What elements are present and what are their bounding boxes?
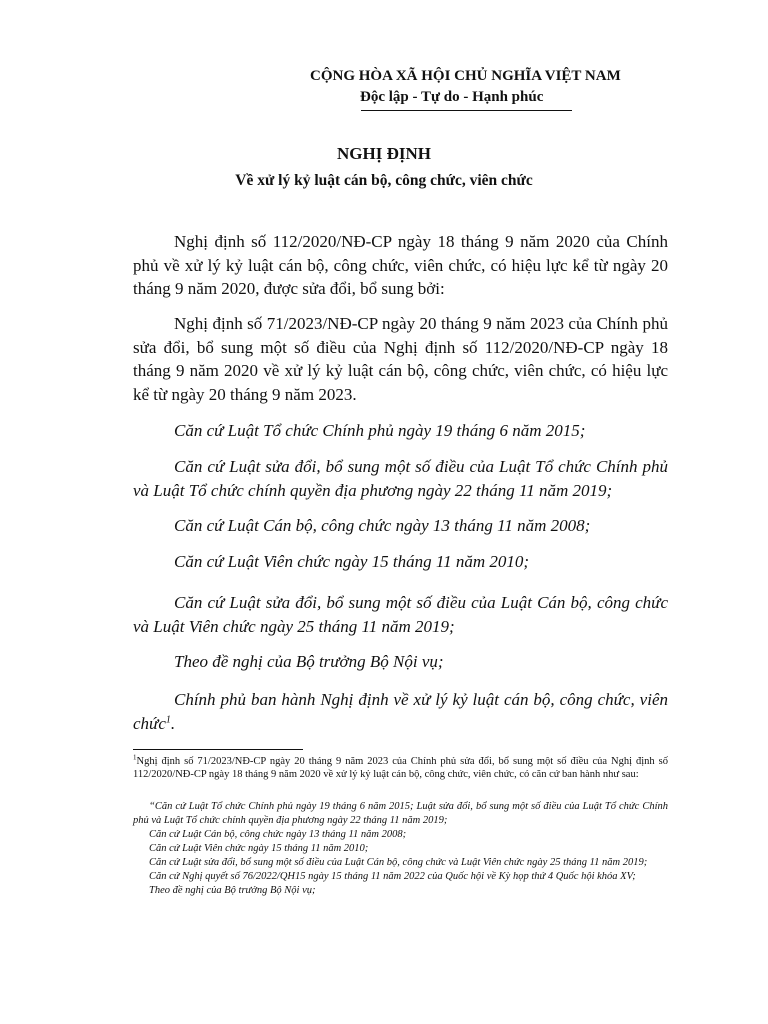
intro-paragraph: Nghị định số 112/2020/NĐ-CP ngày 18 tháng 9 năm 2020 của Chính phủ về xử lý kỷ luật cán bộ, công chức, viên chức, có hiệu lực kể từ ngày 20 tháng 9 năm 2020, được sửa đổi, bổ sung bởi: <box>133 232 668 298</box>
footnote-number: 1 <box>133 753 137 762</box>
footnote-basis-item: Căn cứ Luật sửa đổi, bổ sung một số điều của Luật Cán bộ, công chức và Luật Viên chức ngày 25 tháng 11 năm 2019; <box>149 857 648 868</box>
footnote-basis-item: Theo đề nghị của Bộ trưởng Bộ Nội vụ; <box>149 885 316 896</box>
footnote-basis-item: Căn cứ Luật Cán bộ, công chức ngày 13 tháng 11 năm 2008; <box>149 829 407 840</box>
footnote-body: Nghị định số 71/2023/NĐ-CP ngày 20 tháng 9 năm 2023 của Chính phủ sửa đổi, bổ sung một số điều của Nghị định số 112/2020/NĐ-CP ngày 18 tháng 9 năm 2020 về xử lý kỷ luật cán bộ, công chức, viên chức, có căn cứ ban hành như sau: <box>133 756 668 780</box>
legal-basis-item: Căn cứ Luật sửa đổi, bổ sung một số điều của Luật Tổ chức Chính phủ và Luật Tổ chức chính quyền địa phương ngày 22 tháng 11 năm 2019; <box>133 457 668 500</box>
motto-underline <box>361 110 572 111</box>
footnote-basis-item: Căn cứ Luật Viên chức ngày 15 tháng 11 năm 2010; <box>149 843 369 854</box>
enactment-clause <box>133 688 668 735</box>
footnote-basis-list <box>133 800 668 898</box>
legal-basis-item: Căn cứ Luật Cán bộ, công chức ngày 13 tháng 11 năm 2008; <box>174 516 591 535</box>
footnote-basis-item: Căn cứ Nghị quyết số 76/2022/QH15 ngày 15 tháng 11 năm 2022 của Quốc hội về Kỳ họp thứ 4 Quốc hội khóa XV; <box>149 871 636 882</box>
footnote-basis-item: “Căn cứ Luật Tổ chức Chính phủ ngày 19 tháng 6 năm 2015; Luật sửa đổi, bổ sung một số điều của Luật Tổ chức Chính phủ và Luật Tổ chức chính quyền địa phương ngày 22 tháng 11 năm 2019; <box>133 801 668 826</box>
legal-basis-item: Căn cứ Luật sửa đổi, bổ sung một số điều của Luật Cán bộ, công chức và Luật Viên chức ngày 25 tháng 11 năm 2019; <box>133 593 668 636</box>
footnote-divider <box>133 749 303 750</box>
national-motto: Độc lập - Tự do - Hạnh phúc <box>360 89 544 105</box>
footnote-reference[interactable]: 1 <box>165 713 171 725</box>
amendment-paragraph: Nghị định số 71/2023/NĐ-CP ngày 20 tháng 9 năm 2023 của Chính phủ sửa đổi, bổ sung một số điều của Nghị định số 112/2020/NĐ-CP ngày 18 tháng 9 năm 2020 về xử lý kỷ luật cán bộ, công chức, viên chức, có hiệu lực kể từ ngày 20 tháng 9 năm 2023. <box>133 314 668 404</box>
decree-subtitle: Về xử lý kỷ luật cán bộ, công chức, viên chức <box>235 172 533 189</box>
footnote-text <box>133 755 668 781</box>
proposal-line: Theo đề nghị của Bộ trưởng Bộ Nội vụ; <box>174 652 444 671</box>
legal-basis-item: Căn cứ Luật Tổ chức Chính phủ ngày 19 tháng 6 năm 2015; <box>174 421 586 440</box>
national-title: CỘNG HÒA XÃ HỘI CHỦ NGHĨA VIỆT NAM <box>310 68 621 84</box>
enactment-text: Chính phủ ban hành Nghị định về xử lý kỷ luật cán bộ, công chức, viên chức <box>133 690 668 733</box>
decree-title: NGHỊ ĐỊNH <box>337 144 431 163</box>
legal-basis-item: Căn cứ Luật Viên chức ngày 15 tháng 11 năm 2010; <box>174 552 530 571</box>
enactment-end-mark: . <box>170 713 176 733</box>
